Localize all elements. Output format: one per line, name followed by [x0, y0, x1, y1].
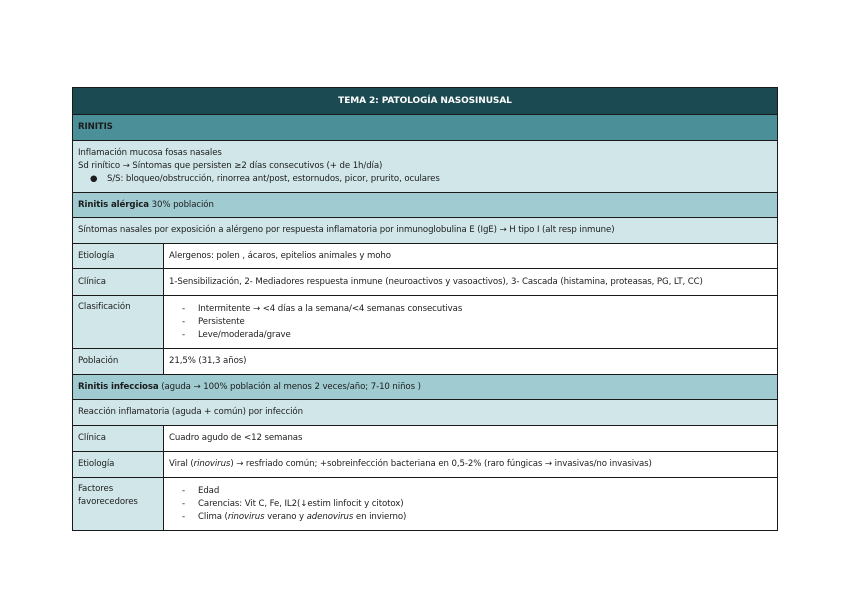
infecciosa-definition: Reacción inflamatoria (aguda + común) por infección — [73, 400, 778, 426]
alergica-definition: Síntomas nasales por exposición a alérgeno por respuesta inflamatoria por inmunoglobulina E (IgE) → H tipo I (alt resp inmune) — [73, 218, 778, 244]
infecciosa-factores-row — [73, 478, 778, 531]
infecciosa-title-rest: (aguda → 100% población al menos 2 veces/año; 7-10 niños ) — [158, 381, 421, 392]
infecciosa-etiologia-row — [73, 452, 778, 478]
notes-table — [72, 87, 778, 531]
clasificacion-item: - Leve/moderada/grave — [182, 329, 291, 340]
alergica-heading — [73, 193, 778, 218]
alergica-header-row — [73, 193, 778, 218]
factores-item: - Edad — [182, 485, 220, 496]
alergica-definition-row — [73, 218, 778, 244]
factores-item: - Carencias: Vit C, Fe, IL2(↓estim linfocit y citotox) — [182, 498, 404, 509]
intro-line-1: Inflamación mucosa fosas nasales — [78, 148, 222, 158]
intro-bullet-text: S/S: bloqueo/obstrucción, rinorrea ant/post, estornudos, picor, prurito, oculares — [107, 174, 440, 184]
alergica-clasificacion-row — [73, 296, 778, 349]
alergica-poblacion-row — [73, 349, 778, 375]
infecciosa-heading — [73, 375, 778, 400]
infecciosa-factores-value — [164, 478, 778, 531]
alergica-etiologia-label: Etiología — [73, 244, 164, 269]
table-title: TEMA 2: PATOLOGÍA NASOSINUSAL — [73, 88, 778, 115]
infecciosa-factores-label: Factores favorecedores — [73, 478, 164, 531]
infecciosa-clinica-label: Clínica — [73, 426, 164, 452]
infecciosa-etiologia-value: Viral (rinovirus) → resfriado común; +sobreinfección bacteriana en 0,5-2% (raro fúngicas → invasivas/no invasivas) — [164, 452, 778, 478]
alergica-clinica-value: 1-Sensibilización, 2- Mediadores respuesta inmune (neuroactivos y vasoactivos), 3- Cascada (histamina, proteasas, PG, LT, CC) — [164, 269, 778, 296]
infecciosa-header-row — [73, 375, 778, 400]
alergica-title-rest: 30% población — [149, 199, 214, 210]
alergica-etiologia-row — [73, 244, 778, 269]
rinitis-heading: RINITIS — [73, 115, 778, 141]
rinovirus-term: rinovirus — [193, 459, 231, 469]
clasificacion-item: - Intermitente → <4 días a la semana/<4 semanas consecutivas — [182, 303, 463, 314]
alergica-clasificacion-value — [164, 296, 778, 349]
infecciosa-etiologia-label: Etiología — [73, 452, 164, 478]
alergica-clinica-row — [73, 269, 778, 296]
infecciosa-title: Rinitis infecciosa — [78, 381, 159, 392]
infecciosa-clinica-row — [73, 426, 778, 452]
alergica-poblacion-value: 21,5% (31,3 años) — [164, 349, 778, 375]
alergica-clasificacion-label: Clasificación — [73, 296, 164, 349]
infecciosa-definition-row — [73, 400, 778, 426]
title-row — [73, 88, 778, 115]
rinitis-section-row — [73, 115, 778, 141]
alergica-title: Rinitis alérgica — [78, 199, 149, 210]
clasificacion-item: - Persistente — [182, 316, 245, 327]
bullet-dot-icon: ● — [90, 174, 98, 184]
alergica-etiologia-value: Alergenos: polen , ácaros, epitelios animales y moho — [164, 244, 778, 269]
alergica-clinica-label: Clínica — [73, 269, 164, 296]
intro-line-2: Sd rinítico → Síntomas que persisten ≥2 días consecutivos (+ de 1h/día) — [78, 161, 383, 171]
rinitis-intro — [73, 141, 778, 193]
alergica-poblacion-label: Población — [73, 349, 164, 375]
factores-item: - Clima (rinovirus verano y adenovirus en invierno) — [182, 511, 407, 522]
rinitis-intro-row — [73, 141, 778, 193]
infecciosa-clinica-value: Cuadro agudo de <12 semanas — [164, 426, 778, 452]
intro-bullet — [78, 173, 772, 186]
